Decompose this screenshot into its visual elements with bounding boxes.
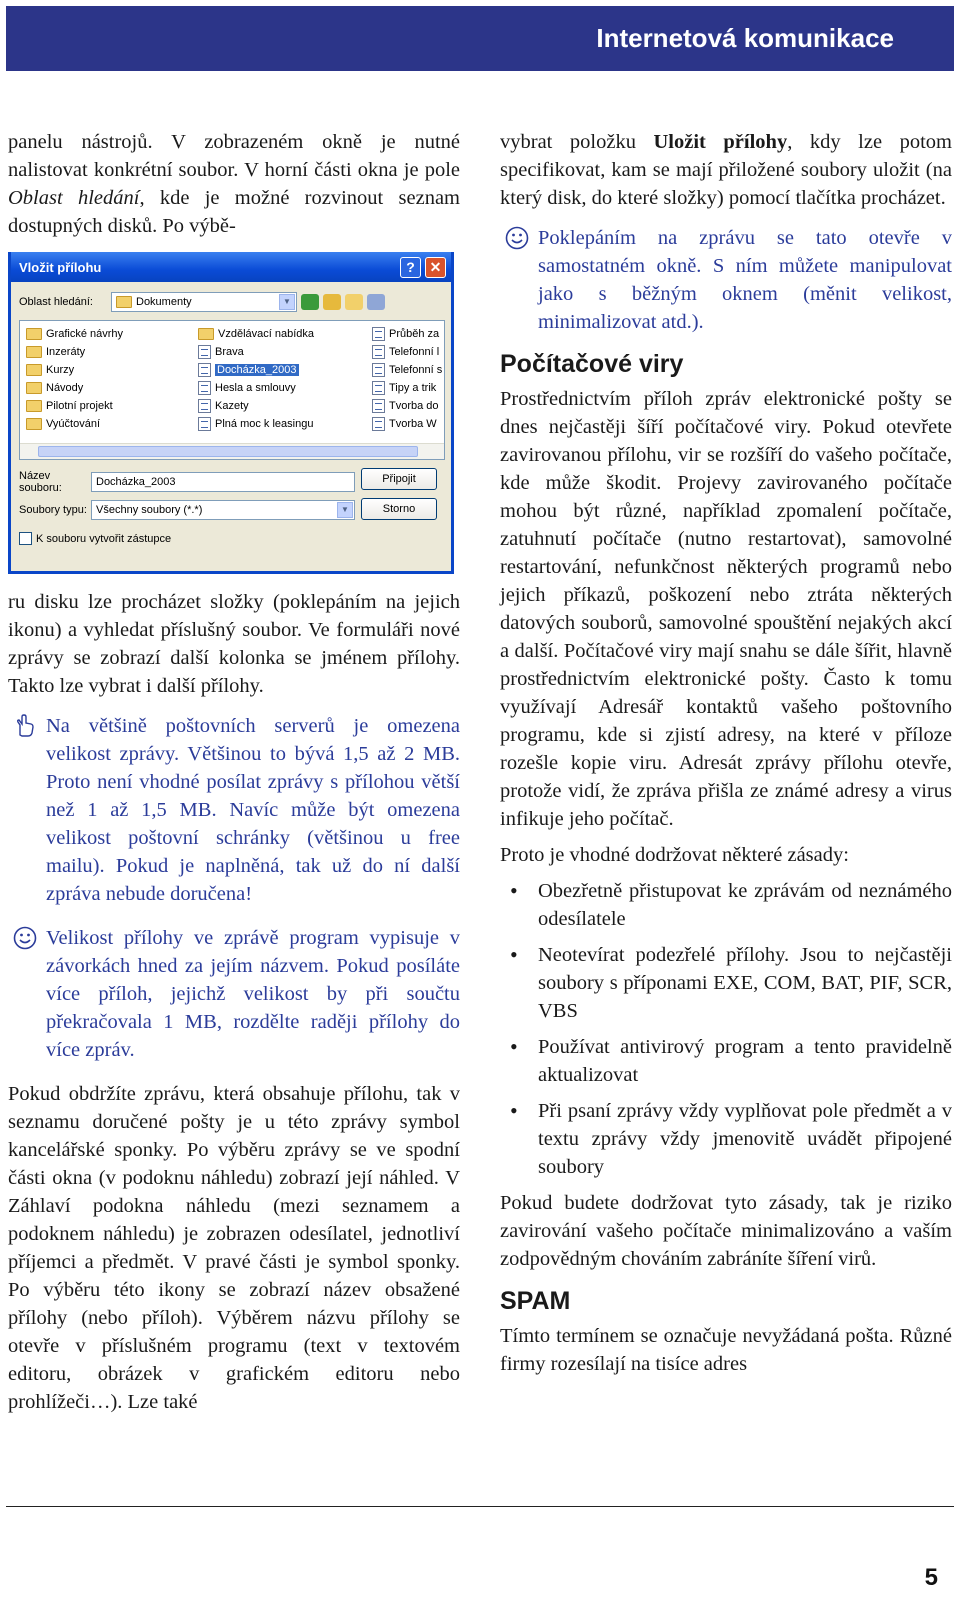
page-header	[6, 6, 954, 71]
shortcut-label: K souboru vytvořit zástupce	[36, 532, 172, 545]
look-in-row	[19, 292, 385, 312]
list-item[interactable]: Vyúčtování	[26, 415, 100, 433]
left-note-2-text: Velikost přílohy ve zprávě program vypisuje v závorkách hned za jejím názvem. Pokud posíláte více příloh, jejichž velikost by při součtu překračovala 1 MB, rozdělte raději přílohy do více zpráv.	[46, 927, 460, 1061]
footer-divider	[6, 1506, 954, 1507]
folder-icon	[26, 364, 42, 376]
list-item: • Používat antivirový program a tento pravidelně aktualizovat	[500, 1033, 952, 1089]
folder-icon	[116, 296, 132, 308]
folder-icon	[26, 400, 42, 412]
document-icon	[198, 345, 211, 359]
right-note-1-text: Poklepáním na zprávu se tato otevře v samostatném okně. S ním můžete manipulovat jako s běžným oknem (měnit velikost, minimalizovat atd.).	[538, 227, 952, 333]
list-item[interactable]: Grafické návrhy	[26, 325, 123, 343]
left-p1-emphasis: Oblast hledání	[8, 187, 140, 209]
left-p1-text-b: , kde je možné rozvinout seznam dostupných disků. Po výbě-	[8, 187, 460, 237]
scrollbar-thumb[interactable]	[38, 446, 418, 457]
document-icon	[372, 345, 385, 359]
document-icon	[372, 381, 385, 395]
right-p1-text-a: vybrat položku	[500, 131, 654, 153]
help-glyph: ?	[406, 259, 415, 275]
document-icon	[372, 417, 385, 431]
right-paragraph-3: Proto je vhodné dodržovat některé zásady:	[500, 844, 849, 866]
dialog-title: Vložit přílohu	[19, 259, 102, 275]
left-note-1	[8, 712, 460, 908]
left-p1-text-a: panelu nástrojů. V zobrazeném okně je nutné nalistovat konkrétní soubor. V horní části okna je pole	[8, 131, 460, 181]
list-item[interactable]: Vzdělávací nabídka	[198, 325, 314, 343]
attach-button-label: Připojit	[382, 473, 416, 485]
filetype-label: Soubory typu:	[19, 504, 87, 516]
shortcut-checkbox[interactable]	[19, 532, 32, 545]
folder-icon	[198, 328, 214, 340]
back-icon[interactable]	[301, 294, 319, 310]
left-paragraph-2: ru disku lze procházet složky (poklepáním na jejich ikonu) a vyhledat příslušný soubor. Ve formuláři nové zprávy se zobrazí další kolonka se jménem přílohy. Takto lze vybrat i další přílohy.	[8, 591, 460, 697]
horizontal-scrollbar[interactable]	[20, 443, 444, 459]
section-heading-spam: SPAM	[500, 1287, 571, 1315]
help-button[interactable]	[400, 257, 421, 278]
close-glyph: ✕	[429, 259, 442, 275]
cancel-button-label: Storno	[382, 503, 416, 515]
attach-file-dialog-screenshot	[8, 252, 454, 574]
rules-list	[500, 877, 952, 1181]
document-icon	[198, 363, 211, 377]
shortcut-row	[19, 532, 171, 545]
document-icon	[198, 399, 211, 413]
right-note-1	[500, 224, 952, 336]
list-item[interactable]: Kurzy	[26, 361, 74, 379]
list-item: • Při psaní zprávy vždy vyplňovat pole předmět a v textu zprávy vždy jmenovitě uvádět připojené soubory	[500, 1097, 952, 1181]
smiley-icon	[12, 925, 38, 951]
list-item[interactable]: Tipy a trik	[372, 379, 436, 397]
attach-button[interactable]	[361, 468, 437, 490]
header-title: Internetová komunikace	[596, 23, 894, 53]
left-column	[8, 128, 460, 1416]
look-in-value: Dokumenty	[136, 296, 192, 308]
look-in-dropdown[interactable]	[111, 292, 297, 312]
document-icon	[372, 399, 385, 413]
list-item[interactable]: Telefonní s	[372, 361, 442, 379]
folder-icon	[26, 418, 42, 430]
document-icon	[372, 363, 385, 377]
folder-icon	[26, 382, 42, 394]
close-button[interactable]	[425, 257, 446, 278]
right-column	[500, 128, 952, 1378]
list-item[interactable]: Kazety	[198, 397, 249, 415]
file-list[interactable]	[19, 320, 445, 460]
folder-icon	[26, 328, 42, 340]
right-paragraph-4: Pokud budete dodržovat tyto zásady, tak je riziko zavirování vašeho počítače minimalizováno a vaším zodpovědným chováním zabráníte šíření virů.	[500, 1192, 952, 1270]
up-folder-icon[interactable]	[323, 294, 341, 310]
right-p1-text-c: , kdy lze potom specifikovat, kam se mají přiložené soubory uložit (na který disk, do které složky) pomocí tlačítka procházet.	[500, 131, 952, 209]
list-item[interactable]: Návody	[26, 379, 83, 397]
document-icon	[198, 381, 211, 395]
page-number: 5	[924, 1564, 938, 1591]
list-item: • Neotevírat podezřelé přílohy. Jsou to nejčastěji soubory s příponami EXE, COM, BAT, PIF, SCR, VBS	[500, 941, 952, 1025]
list-item[interactable]: Plná moc k leasingu	[198, 415, 313, 433]
right-paragraph-1	[500, 128, 952, 212]
document-icon	[372, 327, 385, 341]
left-note-2	[8, 924, 460, 1064]
filename-value: Docházka_2003	[96, 476, 176, 488]
cancel-button[interactable]	[361, 498, 437, 520]
filetype-dropdown[interactable]	[91, 500, 355, 520]
smiley-icon	[504, 225, 530, 251]
filetype-value: Všechny soubory (*.*)	[96, 504, 203, 516]
chevron-down-icon: ▼	[337, 502, 353, 518]
list-item-selected[interactable]: Docházka_2003	[198, 361, 299, 379]
list-item[interactable]: Průběh za	[372, 325, 439, 343]
list-item[interactable]: Brava	[198, 343, 244, 361]
dialog-titlebar	[11, 252, 451, 282]
filetype-row	[19, 500, 355, 520]
right-p1-bold: Uložit přílohy	[653, 131, 788, 153]
filename-field[interactable]	[91, 472, 355, 492]
folder-icon	[26, 346, 42, 358]
document-icon	[198, 417, 211, 431]
filename-row	[19, 470, 355, 494]
list-item: • Obezřetně přistupovat ke zprávám od neznámého odesílatele	[500, 877, 952, 933]
look-in-label: Oblast hledání:	[19, 296, 93, 308]
right-paragraph-5: Tímto termínem se označuje nevyžádaná pošta. Různé firmy rozesílají na tisíce adres	[500, 1325, 952, 1375]
section-heading-viruses: Počítačové viry	[500, 350, 684, 378]
right-paragraph-2: Prostřednictvím příloh zpráv elektronické pošty se dnes nejčastěji šíří počítačové viry. Pokud otevřete zavirovanou přílohu, vir se rozšíří do vašeho počítače, kde může škodit. Projevy zavirovaného počítače mohou být různé, například zpomalení počítače, zatuhnutí počítače (nutno restartovat), samovolné restartování, nefunkčnost některých programů nebo jejich příkazů, poškození nebo ztráta některých datových souborů, samovolné spouštění nejakých akcí a další. Počítačové viry mají snahu se dále šířit, hlavně prostřednictvím elektronické pošty. Často k tomu využívají Adresář kontaktů vašeho poštovního programu, kde si zjistí adresy, na které v příloze rozešle kopie viru. Adresát zprávy přílohu otevře, protože vidí, že zpráva přišla ze známé adresy a virus infikuje jeho počítač.	[500, 388, 952, 830]
new-folder-icon[interactable]	[345, 294, 363, 310]
left-paragraph-1	[8, 128, 460, 240]
hand-pointing-icon	[12, 713, 38, 739]
list-item[interactable]: Inzeráty	[26, 343, 85, 361]
list-item[interactable]: Telefonní l	[372, 343, 439, 361]
view-menu-icon[interactable]	[367, 294, 385, 310]
left-note-1-text: Na většině poštovních serverů je omezena velikost zprávy. Většinou to bývá 1,5 až 2 MB. Proto není vhodné posílat zprávy s přílohou větší než 1 až 1,5 MB. Navíc může být omezena velikost poštovní schránky (většinou u free mailu). Pokud je naplněná, tak už do ní další zpráva nebude doručena!	[46, 715, 460, 905]
filename-label: Název souboru:	[19, 470, 62, 494]
list-item[interactable]: Pilotní projekt	[26, 397, 113, 415]
chevron-down-icon: ▼	[279, 294, 295, 310]
list-item[interactable]: Hesla a smlouvy	[198, 379, 296, 397]
list-item[interactable]: Tvorba do	[372, 397, 439, 415]
left-paragraph-3: Pokud obdržíte zprávu, která obsahuje přílohu, tak v seznamu doručené pošty je u této zprávy symbol kancelářské sponky. Po výběru zprávy se ve spodní části okna (v podoknu náhledu) zobrazí její náhled. V Záhlaví podokna náhledu (mezi seznamem a podoknem náhledu) je zobrazen odesílatel, jednotliví příjemci a předmět. V pravé části je symbol sponky. Po výběru této ikony se zobrazí název obsažené přílohy (nebo příloh). Výběrem názvu přílohy se otevře v příslušném programu (text v textovém editoru, obrázek v grafickém editoru nebo prohlížeči…). Lze také	[8, 1083, 460, 1413]
list-item[interactable]: Tvorba W	[372, 415, 437, 433]
